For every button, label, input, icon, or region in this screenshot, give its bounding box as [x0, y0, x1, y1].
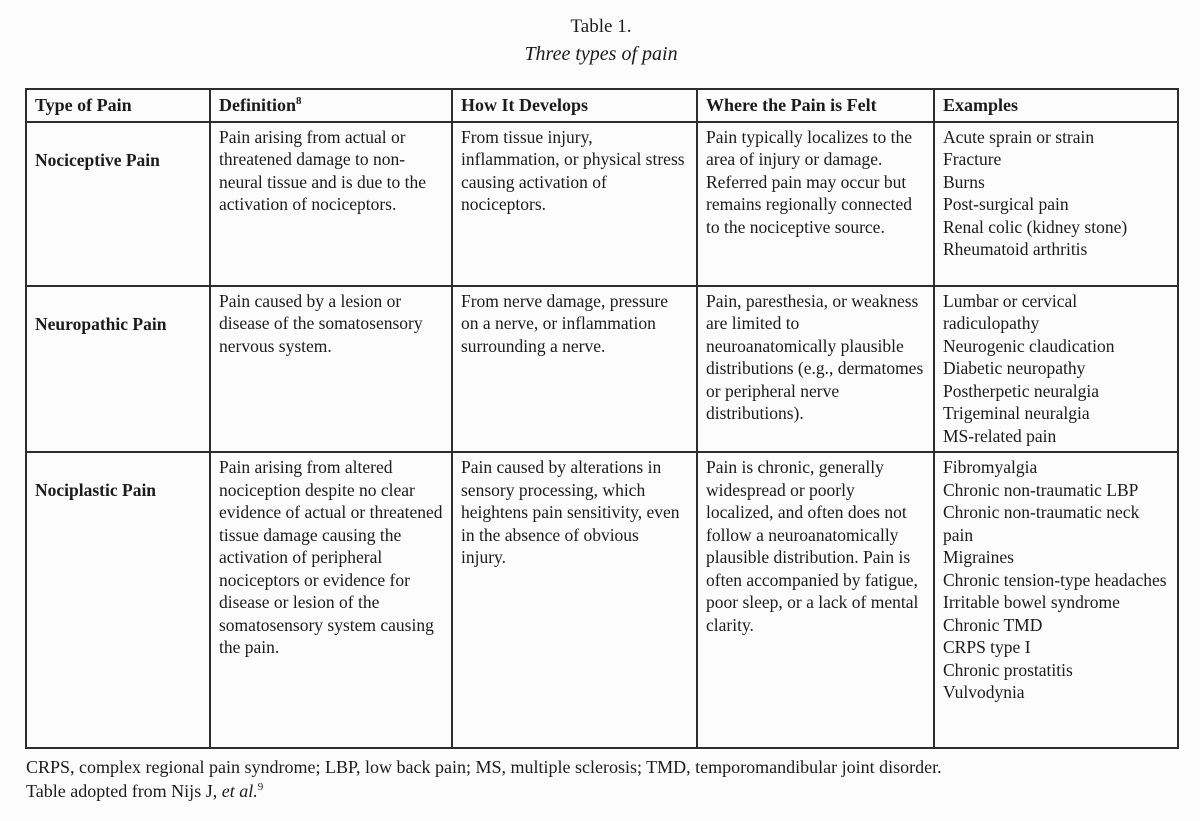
develops-cell: From nerve damage, pressure on a nerve, or inflammation surrounding a nerve. — [452, 286, 697, 453]
felt-cell: Pain typically localizes to the area of injury or damage. Referred pain may occur but remains regionally connected to the nociceptive source. — [697, 122, 934, 286]
example-item: MS-related pain — [943, 425, 1057, 446]
column-header-examples — [934, 89, 1178, 122]
develops-cell: From tissue injury, inflammation, or physical stress causing activation of nociceptors. — [452, 122, 697, 286]
header-label: How It Develops — [461, 95, 588, 115]
felt-cell: Pain is chronic, generally widespread or poorly localized, and often does not follow a neuroanatomically plausible distribution. Pain is often accompanied by fatigue, poor sleep, or a lack of mental clarity. — [697, 452, 934, 748]
pain-type-cell: Nociplastic Pain — [26, 452, 210, 748]
definition-reference-superscript: 8 — [296, 95, 302, 107]
example-item: Trigeminal neuralgia — [943, 403, 1090, 423]
example-item: Postherpetic neuralgia — [943, 380, 1099, 401]
example-item: CRPS type I — [943, 637, 1031, 657]
column-header-type-of-pain — [26, 89, 210, 122]
example-item: Rheumatoid arthritis — [943, 239, 1088, 259]
table-caption — [25, 10, 1177, 68]
table-row-neuropathic — [26, 286, 1178, 453]
examples-list — [943, 456, 1169, 704]
example-item: Diabetic neuropathy — [943, 358, 1086, 378]
source-note-text: Table adopted from Nijs J, — [26, 780, 222, 801]
source-note-et-al: et al. — [221, 780, 258, 801]
example-item: Burns — [943, 171, 985, 192]
header-row — [26, 89, 1178, 122]
source-reference-superscript: 9 — [257, 780, 264, 793]
example-item: Neurogenic claudication — [943, 335, 1115, 356]
example-item: Lumbar or cervical radiculopathy — [943, 290, 1078, 333]
felt-cell: Pain, paresthesia, or weakness are limited to neuroanatomically plausible distributions (e.g., dermatomes or peripheral nerve distributions). — [697, 286, 934, 453]
example-item: Chronic TMD — [943, 614, 1043, 635]
table-row-nociceptive — [26, 122, 1178, 286]
develops-cell: Pain caused by alterations in sensory processing, which heightens pain sensitivity, even in the absence of obvious injury. — [452, 452, 697, 748]
definition-cell: Pain arising from altered nociception despite no clear evidence of actual or threatened tissue damage causing the activation of peripheral nociceptors or evidence for disease or lesion of the somatosensory system causing the pain. — [210, 452, 452, 748]
header-label: Examples — [943, 95, 1019, 115]
definition-cell: Pain caused by a lesion or disease of the somatosensory nervous system. — [210, 286, 452, 453]
example-item: Chronic non-traumatic LBP — [943, 479, 1139, 500]
examples-list — [943, 126, 1169, 261]
pain-type-cell: Nociceptive Pain — [26, 122, 210, 286]
example-item: Chronic non-traumatic neck pain — [943, 502, 1140, 545]
source-note — [26, 780, 1177, 804]
table-title: Three types of pain — [524, 43, 678, 65]
example-item: Chronic tension-type headaches — [943, 569, 1167, 590]
example-item: Acute sprain or strain — [943, 126, 1095, 147]
example-item: Fibromyalgia — [943, 457, 1038, 477]
header-label: Definition — [219, 95, 297, 115]
pain-type-cell: Neuropathic Pain — [26, 286, 210, 453]
example-item: Renal colic (kidney stone) — [943, 216, 1128, 237]
example-item: Vulvodynia — [943, 682, 1025, 702]
example-item: Post-surgical pain — [943, 194, 1069, 214]
column-header-how-it-develops — [452, 89, 697, 122]
example-item: Migraines — [943, 547, 1014, 567]
example-item: Irritable bowel syndrome — [943, 592, 1120, 612]
table-row-nociplastic — [26, 452, 1178, 748]
header-label: Type of Pain — [35, 95, 132, 115]
column-header-where-pain-felt — [697, 89, 934, 122]
examples-cell — [934, 452, 1178, 748]
header-label: Where the Pain is Felt — [706, 95, 877, 115]
examples-cell — [934, 122, 1178, 286]
example-item: Fracture — [943, 149, 1002, 169]
column-header-definition — [210, 89, 452, 122]
definition-cell: Pain arising from actual or threatened damage to non-neural tissue and is due to the activation of nociceptors. — [210, 122, 452, 286]
table-number: Table 1. — [570, 16, 632, 37]
abbreviations-note: CRPS, complex regional pain syndrome; LBP, low back pain; MS, multiple sclerosis; TMD, temporomandibular joint disorder. — [26, 757, 942, 777]
examples-cell — [934, 286, 1178, 453]
pain-types-table — [25, 88, 1179, 749]
examples-list — [943, 290, 1169, 448]
table-footnotes — [25, 756, 1177, 803]
example-item: Chronic prostatitis — [943, 659, 1073, 680]
